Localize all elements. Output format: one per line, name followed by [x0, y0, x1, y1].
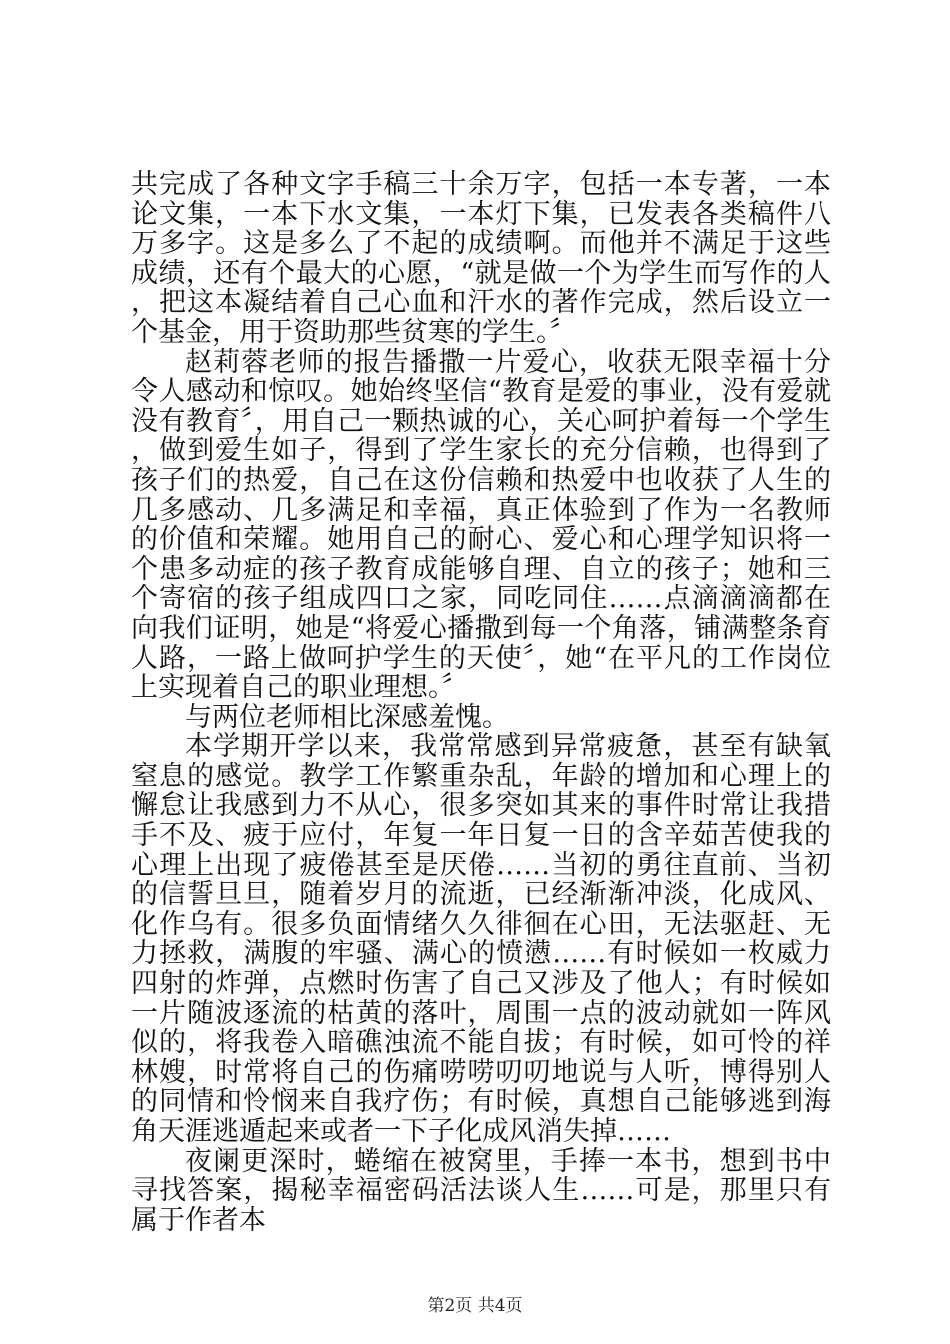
paragraph-5: 夜阑更深时，蜷缩在被窝里，手捧一本书，想到书中寻找答案，揭秘幸福密码活法谈人生……可是，那里只有属于作者本: [131, 1145, 831, 1236]
document-body: [131, 170, 831, 1235]
paragraph-3: 与两位老师相比深感羞愧。: [185, 701, 509, 733]
paragraph-2: 赵莉蓉老师的报告播撒一片爱心，收获无限幸福十分令人感动和惊叹。她始终坚信“教育是爱的事业，没有爱就没有教育〞，用自己一颗热诚的心，关心呵护着每一个学生，做到爱生如子，得到了学生家长的充分信赖，也得到了孩子们的热爱，自己在这份信赖和热爱中也收获了人生的几多感动、几多满足和幸福，真正体验到了作为一名教师的价值和荣耀。她用自己的耐心、爱心和心理学知识将一个患多动症的孩子教育成能够自理、自立的孩子；她和三个寄宿的孩子组成四口之家，同吃同住……点滴滴滴都在向我们证明，她是“将爱心播撒到每一个角落，铺满整条育人路，一路上做呵护学生的天使〞，她“在平凡的工作岗位上实现着自己的职业理想。〞: [131, 346, 831, 704]
paragraph-4: 本学期开学以来，我常常感到异常疲惫，甚至有缺氧窒息的感觉。教学工作繁重杂乱，年龄的增加和心理上的懈怠让我感到力不从心，很多突如其来的事件时常让我措手不及、疲于应付，年复一年日复一日的含辛茹苦使我的心理上出现了疲倦甚至是厌倦……当初的勇往直前、当初的信誓旦旦，随着岁月的流逝，已经渐渐冲淡，化成风、化作乌有。很多负面情绪久久徘徊在心田，无法驱赶、无力拯救，满腹的牢骚、满心的愤懑……有时候如一枚威力四射的炸弹，点燃时伤害了自己又涉及了他人；有时候如一片随波逐流的枯黄的落叶，周围一点的波动就如一阵风似的，将我卷入暗礁浊流不能自拔；有时候，如可怜的祥林嫂，时常将自己的伤痛唠唠叨叨地说与人听，博得别人的同情和怜悯来自我疗伤；有时候，真想自己能够逃到海角天涯逃遁起来或者一下子化成风消失掉……: [131, 731, 831, 1147]
paragraph-1: 共完成了各种文字手稿三十余万字，包括一本专著，一本论文集，一本下水文集，一本灯下集，已发表各类稿件八万多字。这是多么了不起的成绩啊。而他并不满足于这些成绩，还有个最大的心愿，“就是做一个为学生而写作的人，把这本凝结着自己心血和汗水的著作完成，然后设立一个基金，用于资助那些贫寒的学生。〞: [131, 169, 831, 348]
page-footer: 第2页 共4页: [427, 1296, 523, 1316]
